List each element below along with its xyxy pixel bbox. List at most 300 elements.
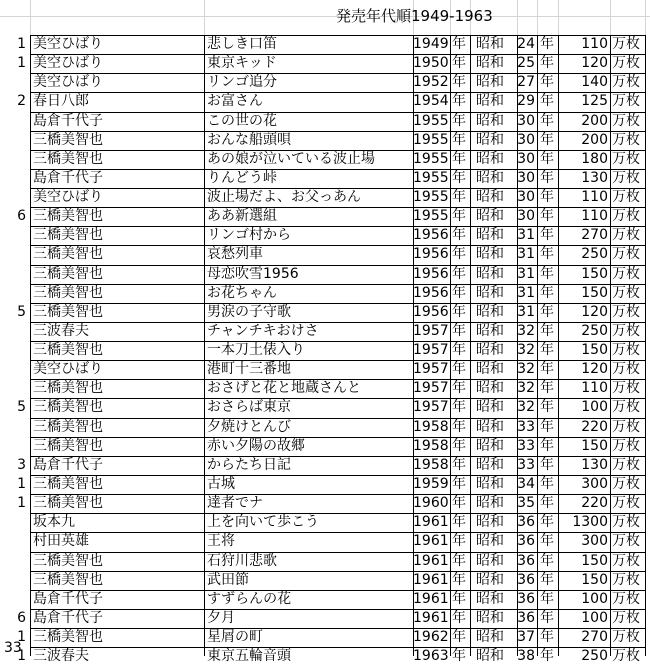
era-year-cell[interactable]: 30 [517, 112, 535, 129]
era-year-cell[interactable]: 30 [517, 131, 535, 148]
era-cell[interactable]: 昭和 [476, 552, 504, 569]
artist-cell[interactable]: 美空ひばり [33, 36, 103, 52]
unit-cell[interactable]: 万枚 [612, 456, 640, 473]
era-suffix-cell[interactable]: 年 [540, 227, 554, 244]
era-year-cell[interactable]: 36 [517, 533, 535, 550]
artist-cell[interactable]: 三橋美智也 [33, 629, 103, 646]
era-cell[interactable]: 昭和 [476, 227, 504, 244]
year-suffix-cell[interactable]: 年 [452, 227, 466, 244]
era-cell[interactable]: 昭和 [476, 399, 504, 416]
song-cell[interactable]: 哀愁列車 [207, 246, 263, 263]
artist-cell[interactable]: 三橋美智也 [33, 246, 103, 263]
year-cell[interactable]: 1962 [413, 629, 449, 646]
artist-cell[interactable]: 島倉千代子 [33, 456, 103, 473]
year-cell[interactable]: 1957 [413, 380, 449, 397]
year-suffix-cell[interactable]: 年 [452, 208, 466, 225]
sales-cell[interactable]: 270 [581, 629, 608, 646]
sales-cell[interactable]: 200 [581, 131, 608, 148]
unit-cell[interactable]: 万枚 [612, 418, 640, 435]
era-suffix-cell[interactable]: 年 [540, 189, 554, 206]
era-year-cell[interactable]: 33 [517, 456, 535, 473]
unit-cell[interactable]: 万枚 [612, 131, 640, 148]
year-suffix-cell[interactable]: 年 [452, 437, 466, 454]
era-year-cell[interactable]: 31 [517, 303, 535, 320]
year-suffix-cell[interactable]: 年 [452, 629, 466, 646]
year-suffix-cell[interactable]: 年 [452, 265, 466, 282]
sales-cell[interactable]: 150 [581, 342, 608, 359]
song-cell[interactable]: 悲しき口笛 [207, 36, 277, 52]
era-suffix-cell[interactable]: 年 [540, 399, 554, 416]
song-cell[interactable]: からたち日記 [207, 456, 291, 473]
year-suffix-cell[interactable]: 年 [452, 456, 466, 473]
era-year-cell[interactable]: 27 [517, 74, 535, 91]
era-year-cell[interactable]: 30 [517, 169, 535, 186]
sales-cell[interactable]: 140 [581, 74, 608, 91]
year-cell[interactable]: 1956 [413, 227, 449, 244]
song-cell[interactable]: おさげと花と地蔵さんと [207, 380, 361, 397]
unit-cell[interactable]: 万枚 [612, 399, 640, 416]
rank-cell[interactable] [0, 188, 30, 207]
year-cell[interactable]: 1960 [413, 495, 449, 512]
sales-cell[interactable]: 125 [581, 93, 608, 110]
rank-cell[interactable]: 6 [17, 609, 26, 626]
sales-cell[interactable]: 150 [581, 571, 608, 588]
year-cell[interactable]: 1956 [413, 284, 449, 301]
era-cell[interactable]: 昭和 [476, 475, 504, 492]
year-cell[interactable]: 1949 [413, 36, 449, 52]
era-year-cell[interactable]: 38 [517, 648, 535, 665]
song-cell[interactable]: 波止場だよ、お父っあん [207, 189, 361, 206]
era-suffix-cell[interactable]: 年 [540, 303, 554, 320]
song-cell[interactable]: この世の花 [207, 112, 277, 129]
era-suffix-cell[interactable]: 年 [540, 590, 554, 607]
era-year-cell[interactable]: 34 [517, 475, 535, 492]
song-cell[interactable]: 東京キッド [207, 55, 277, 72]
rank-cell[interactable]: 1 [17, 475, 26, 492]
rank-cell[interactable] [0, 131, 30, 150]
unit-cell[interactable]: 万枚 [612, 189, 640, 206]
sales-cell[interactable]: 270 [581, 227, 608, 244]
era-cell[interactable]: 昭和 [476, 322, 504, 339]
year-suffix-cell[interactable]: 年 [452, 361, 466, 378]
rank-cell[interactable]: 1 [17, 36, 26, 52]
year-suffix-cell[interactable]: 年 [452, 571, 466, 588]
year-cell[interactable]: 1961 [413, 533, 449, 550]
era-suffix-cell[interactable]: 年 [540, 284, 554, 301]
year-cell[interactable]: 1958 [413, 418, 449, 435]
sales-cell[interactable]: 250 [581, 246, 608, 263]
era-suffix-cell[interactable]: 年 [540, 552, 554, 569]
artist-cell[interactable]: 三橋美智也 [33, 571, 103, 588]
era-cell[interactable]: 昭和 [476, 246, 504, 263]
year-cell[interactable]: 1956 [413, 265, 449, 282]
sales-cell[interactable]: 110 [581, 189, 608, 206]
unit-cell[interactable]: 万枚 [612, 93, 640, 110]
rank-cell[interactable] [0, 552, 30, 571]
song-cell[interactable]: おんな船頭唄 [207, 131, 291, 148]
year-suffix-cell[interactable]: 年 [452, 169, 466, 186]
year-suffix-cell[interactable]: 年 [452, 475, 466, 492]
era-year-cell[interactable]: 24 [517, 36, 535, 52]
era-year-cell[interactable]: 32 [517, 342, 535, 359]
era-cell[interactable]: 昭和 [476, 629, 504, 646]
artist-cell[interactable]: 三橋美智也 [33, 495, 103, 512]
sales-cell[interactable]: 200 [581, 112, 608, 129]
era-cell[interactable]: 昭和 [476, 131, 504, 148]
sales-cell[interactable]: 1300 [572, 514, 608, 531]
song-cell[interactable]: りんどう峠 [207, 169, 277, 186]
year-cell[interactable]: 1955 [413, 112, 449, 129]
artist-cell[interactable]: 島倉千代子 [33, 590, 103, 607]
year-cell[interactable]: 1952 [413, 74, 449, 91]
era-cell[interactable]: 昭和 [476, 208, 504, 225]
year-suffix-cell[interactable]: 年 [452, 514, 466, 531]
year-suffix-cell[interactable]: 年 [452, 552, 466, 569]
era-year-cell[interactable]: 31 [517, 284, 535, 301]
sales-cell[interactable]: 110 [581, 36, 608, 52]
year-suffix-cell[interactable]: 年 [452, 648, 466, 665]
era-year-cell[interactable]: 30 [517, 150, 535, 167]
rank-cell[interactable] [0, 73, 30, 92]
year-suffix-cell[interactable]: 年 [452, 322, 466, 339]
year-cell[interactable]: 1958 [413, 456, 449, 473]
year-suffix-cell[interactable]: 年 [452, 55, 466, 72]
year-suffix-cell[interactable]: 年 [452, 36, 466, 52]
song-cell[interactable]: ああ新選組 [207, 208, 277, 225]
sales-cell[interactable]: 250 [581, 322, 608, 339]
era-year-cell[interactable]: 31 [517, 227, 535, 244]
sales-cell[interactable]: 250 [581, 648, 608, 665]
unit-cell[interactable]: 万枚 [612, 342, 640, 359]
artist-cell[interactable]: 三波春夫 [33, 648, 89, 665]
rank-cell[interactable]: 5 [17, 399, 26, 416]
year-suffix-cell[interactable]: 年 [452, 533, 466, 550]
rank-cell[interactable]: 1 [17, 495, 26, 512]
year-suffix-cell[interactable]: 年 [452, 590, 466, 607]
year-cell[interactable]: 1957 [413, 361, 449, 378]
year-suffix-cell[interactable]: 年 [452, 246, 466, 263]
song-cell[interactable]: 一本刀土俵入り [207, 342, 305, 359]
unit-cell[interactable]: 万枚 [612, 265, 640, 282]
era-year-cell[interactable]: 33 [517, 418, 535, 435]
era-cell[interactable]: 昭和 [476, 303, 504, 320]
era-year-cell[interactable]: 32 [517, 399, 535, 416]
era-suffix-cell[interactable]: 年 [540, 93, 554, 110]
era-suffix-cell[interactable]: 年 [540, 514, 554, 531]
year-suffix-cell[interactable]: 年 [452, 150, 466, 167]
era-year-cell[interactable]: 31 [517, 265, 535, 282]
sales-cell[interactable]: 150 [581, 265, 608, 282]
unit-cell[interactable]: 万枚 [612, 571, 640, 588]
era-cell[interactable]: 昭和 [476, 533, 504, 550]
era-suffix-cell[interactable]: 年 [540, 74, 554, 91]
song-cell[interactable]: 石狩川悲歌 [207, 552, 277, 569]
unit-cell[interactable]: 万枚 [612, 74, 640, 91]
unit-cell[interactable]: 万枚 [612, 361, 640, 378]
rank-cell[interactable]: 2 [17, 93, 26, 110]
sales-cell[interactable]: 300 [581, 533, 608, 550]
artist-cell[interactable]: 三波春夫 [33, 322, 89, 339]
era-cell[interactable]: 昭和 [476, 169, 504, 186]
artist-cell[interactable]: 三橋美智也 [33, 284, 103, 301]
year-cell[interactable]: 1961 [413, 571, 449, 588]
year-suffix-cell[interactable]: 年 [452, 284, 466, 301]
year-cell[interactable]: 1961 [413, 590, 449, 607]
sheet-title[interactable]: 発売年代順1949-1963 [336, 7, 493, 25]
era-suffix-cell[interactable]: 年 [540, 112, 554, 129]
song-cell[interactable]: 星屑の町 [207, 629, 263, 646]
song-cell[interactable]: 武田節 [207, 571, 249, 588]
unit-cell[interactable]: 万枚 [612, 609, 640, 626]
year-cell[interactable]: 1957 [413, 399, 449, 416]
rank-cell[interactable] [0, 571, 30, 590]
year-cell[interactable]: 1961 [413, 514, 449, 531]
era-year-cell[interactable]: 32 [517, 322, 535, 339]
era-cell[interactable]: 昭和 [476, 495, 504, 512]
era-cell[interactable]: 昭和 [476, 418, 504, 435]
rank-cell[interactable] [0, 379, 30, 398]
era-year-cell[interactable]: 36 [517, 590, 535, 607]
artist-cell[interactable]: 三橋美智也 [33, 437, 103, 454]
era-cell[interactable]: 昭和 [476, 380, 504, 397]
song-cell[interactable]: 母恋吹雪1956 [207, 265, 299, 282]
artist-cell[interactable]: 島倉千代子 [33, 112, 103, 129]
artist-cell[interactable]: 三橋美智也 [33, 227, 103, 244]
unit-cell[interactable]: 万枚 [612, 208, 640, 225]
rank-cell[interactable] [0, 245, 30, 264]
era-cell[interactable]: 昭和 [476, 456, 504, 473]
sales-cell[interactable]: 150 [581, 284, 608, 301]
year-cell[interactable]: 1961 [413, 552, 449, 569]
rank-cell[interactable]: 1 [17, 629, 26, 646]
era-suffix-cell[interactable]: 年 [540, 150, 554, 167]
year-cell[interactable]: 1955 [413, 150, 449, 167]
era-suffix-cell[interactable]: 年 [540, 495, 554, 512]
era-suffix-cell[interactable]: 年 [540, 246, 554, 263]
era-suffix-cell[interactable]: 年 [540, 322, 554, 339]
unit-cell[interactable]: 万枚 [612, 169, 640, 186]
era-cell[interactable]: 昭和 [476, 150, 504, 167]
era-year-cell[interactable]: 35 [517, 495, 535, 512]
rank-cell[interactable] [0, 418, 30, 437]
era-cell[interactable]: 昭和 [476, 361, 504, 378]
era-year-cell[interactable]: 36 [517, 514, 535, 531]
era-year-cell[interactable]: 25 [517, 55, 535, 72]
song-cell[interactable]: 夕月 [207, 609, 235, 626]
era-suffix-cell[interactable]: 年 [540, 648, 554, 665]
artist-cell[interactable]: 美空ひばり [33, 189, 103, 206]
year-cell[interactable]: 1957 [413, 322, 449, 339]
year-suffix-cell[interactable]: 年 [452, 189, 466, 206]
song-cell[interactable]: すずらんの花 [207, 590, 292, 607]
era-suffix-cell[interactable]: 年 [540, 342, 554, 359]
year-cell[interactable]: 1957 [413, 342, 449, 359]
artist-cell[interactable]: 三橋美智也 [33, 265, 103, 282]
song-cell[interactable]: 男涙の子守歌 [207, 303, 291, 320]
era-cell[interactable]: 昭和 [476, 571, 504, 588]
year-suffix-cell[interactable]: 年 [452, 74, 466, 91]
rank-cell[interactable] [0, 150, 30, 169]
era-year-cell[interactable]: 30 [517, 208, 535, 225]
rank-cell[interactable] [0, 341, 30, 360]
era-cell[interactable]: 昭和 [476, 284, 504, 301]
sales-cell[interactable]: 130 [581, 169, 608, 186]
year-cell[interactable]: 1955 [413, 169, 449, 186]
era-cell[interactable]: 昭和 [476, 112, 504, 129]
year-suffix-cell[interactable]: 年 [452, 303, 466, 320]
unit-cell[interactable]: 万枚 [612, 303, 640, 320]
rank-cell[interactable] [0, 322, 30, 341]
unit-cell[interactable]: 万枚 [612, 495, 640, 512]
artist-cell[interactable]: 三橋美智也 [33, 552, 103, 569]
era-cell[interactable]: 昭和 [476, 265, 504, 282]
era-suffix-cell[interactable]: 年 [540, 55, 554, 72]
rank-cell[interactable] [0, 169, 30, 188]
year-cell[interactable]: 1959 [413, 475, 449, 492]
era-suffix-cell[interactable]: 年 [540, 169, 554, 186]
song-cell[interactable]: 夕焼けとんび [207, 418, 291, 435]
year-cell[interactable]: 1955 [413, 131, 449, 148]
rank-cell[interactable] [0, 112, 30, 131]
era-year-cell[interactable]: 31 [517, 246, 535, 263]
song-cell[interactable]: リンゴ追分 [207, 74, 277, 91]
era-cell[interactable]: 昭和 [476, 514, 504, 531]
era-suffix-cell[interactable]: 年 [540, 533, 554, 550]
era-year-cell[interactable]: 36 [517, 552, 535, 569]
sales-cell[interactable]: 100 [581, 399, 608, 416]
rank-cell[interactable] [0, 284, 30, 303]
era-suffix-cell[interactable]: 年 [540, 265, 554, 282]
era-suffix-cell[interactable]: 年 [540, 131, 554, 148]
era-year-cell[interactable]: 29 [517, 93, 535, 110]
era-cell[interactable]: 昭和 [476, 74, 504, 91]
sales-cell[interactable]: 120 [581, 303, 608, 320]
unit-cell[interactable]: 万枚 [612, 380, 640, 397]
song-cell[interactable]: チャンチキおけさ [207, 322, 319, 339]
unit-cell[interactable]: 万枚 [612, 629, 640, 646]
year-cell[interactable]: 1954 [413, 93, 449, 110]
era-suffix-cell[interactable]: 年 [540, 437, 554, 454]
unit-cell[interactable]: 万枚 [612, 246, 640, 263]
rank-cell[interactable]: 1 [17, 55, 26, 72]
sales-cell[interactable]: 100 [581, 609, 608, 626]
unit-cell[interactable]: 万枚 [612, 590, 640, 607]
artist-cell[interactable]: 三橋美智也 [33, 342, 103, 359]
rank-cell[interactable] [0, 437, 30, 456]
era-suffix-cell[interactable]: 年 [540, 571, 554, 588]
era-suffix-cell[interactable]: 年 [540, 36, 554, 52]
era-cell[interactable]: 昭和 [476, 648, 504, 665]
song-cell[interactable]: 上を向いて歩こう [207, 514, 319, 531]
year-cell[interactable]: 1958 [413, 437, 449, 454]
era-cell[interactable]: 昭和 [476, 342, 504, 359]
sales-cell[interactable]: 100 [581, 590, 608, 607]
song-cell[interactable]: 古城 [207, 475, 235, 492]
song-cell[interactable]: あの娘が泣いている波止場 [207, 150, 375, 167]
year-suffix-cell[interactable]: 年 [452, 399, 466, 416]
unit-cell[interactable]: 万枚 [612, 284, 640, 301]
era-suffix-cell[interactable]: 年 [540, 380, 554, 397]
era-cell[interactable]: 昭和 [476, 437, 504, 454]
rank-cell[interactable]: 5 [17, 303, 26, 320]
rank-cell[interactable] [0, 532, 30, 551]
era-suffix-cell[interactable]: 年 [540, 629, 554, 646]
artist-cell[interactable]: 坂本九 [33, 514, 75, 531]
song-cell[interactable]: 赤い夕陽の故郷 [207, 437, 305, 454]
era-year-cell[interactable]: 32 [517, 361, 535, 378]
rank-cell[interactable] [0, 265, 30, 284]
sales-cell[interactable]: 110 [581, 380, 608, 397]
artist-cell[interactable]: 島倉千代子 [33, 609, 103, 626]
rank-cell[interactable]: 1 [17, 648, 26, 665]
era-cell[interactable]: 昭和 [476, 36, 504, 52]
era-suffix-cell[interactable]: 年 [540, 456, 554, 473]
era-suffix-cell[interactable]: 年 [540, 361, 554, 378]
artist-cell[interactable]: 三橋美智也 [33, 131, 103, 148]
unit-cell[interactable]: 万枚 [612, 36, 640, 52]
era-year-cell[interactable]: 32 [517, 380, 535, 397]
era-year-cell[interactable]: 36 [517, 571, 535, 588]
year-suffix-cell[interactable]: 年 [452, 380, 466, 397]
song-cell[interactable]: 東京五輪音頭 [207, 648, 291, 665]
era-cell[interactable]: 昭和 [476, 189, 504, 206]
unit-cell[interactable]: 万枚 [612, 227, 640, 244]
song-cell[interactable]: 達者でナ [207, 495, 263, 512]
unit-cell[interactable]: 万枚 [612, 322, 640, 339]
artist-cell[interactable]: 三橋美智也 [33, 208, 103, 225]
year-suffix-cell[interactable]: 年 [452, 112, 466, 129]
year-cell[interactable]: 1950 [413, 55, 449, 72]
era-year-cell[interactable]: 30 [517, 189, 535, 206]
unit-cell[interactable]: 万枚 [612, 475, 640, 492]
era-cell[interactable]: 昭和 [476, 93, 504, 110]
year-suffix-cell[interactable]: 年 [452, 131, 466, 148]
sales-cell[interactable]: 220 [581, 418, 608, 435]
unit-cell[interactable]: 万枚 [612, 112, 640, 129]
artist-cell[interactable]: 三橋美智也 [33, 418, 103, 435]
artist-cell[interactable]: 美空ひばり [33, 55, 103, 72]
era-cell[interactable]: 昭和 [476, 590, 504, 607]
sales-cell[interactable]: 150 [581, 552, 608, 569]
year-cell[interactable]: 1955 [413, 208, 449, 225]
sales-cell[interactable]: 180 [581, 150, 608, 167]
artist-cell[interactable]: 三橋美智也 [33, 150, 103, 167]
year-suffix-cell[interactable]: 年 [452, 342, 466, 359]
unit-cell[interactable]: 万枚 [612, 533, 640, 550]
rank-cell[interactable] [0, 513, 30, 532]
artist-cell[interactable]: 美空ひばり [33, 361, 103, 378]
sales-cell[interactable]: 300 [581, 475, 608, 492]
sales-cell[interactable]: 130 [581, 456, 608, 473]
sales-cell[interactable]: 120 [581, 55, 608, 72]
sales-cell[interactable]: 150 [581, 437, 608, 454]
artist-cell[interactable]: 島倉千代子 [33, 169, 103, 186]
rank-cell[interactable]: 6 [17, 208, 26, 225]
artist-cell[interactable]: 美空ひばり [33, 74, 103, 91]
row-count[interactable]: 33 [4, 640, 22, 656]
unit-cell[interactable]: 万枚 [612, 55, 640, 72]
year-suffix-cell[interactable]: 年 [452, 93, 466, 110]
song-cell[interactable]: 王将 [207, 533, 235, 550]
song-cell[interactable]: おさらば東京 [207, 399, 291, 416]
unit-cell[interactable]: 万枚 [612, 514, 640, 531]
year-cell[interactable]: 1961 [413, 609, 449, 626]
artist-cell[interactable]: 三橋美智也 [33, 303, 103, 320]
era-year-cell[interactable]: 37 [517, 629, 535, 646]
era-suffix-cell[interactable]: 年 [540, 418, 554, 435]
year-cell[interactable]: 1956 [413, 246, 449, 263]
sales-cell[interactable]: 120 [581, 361, 608, 378]
